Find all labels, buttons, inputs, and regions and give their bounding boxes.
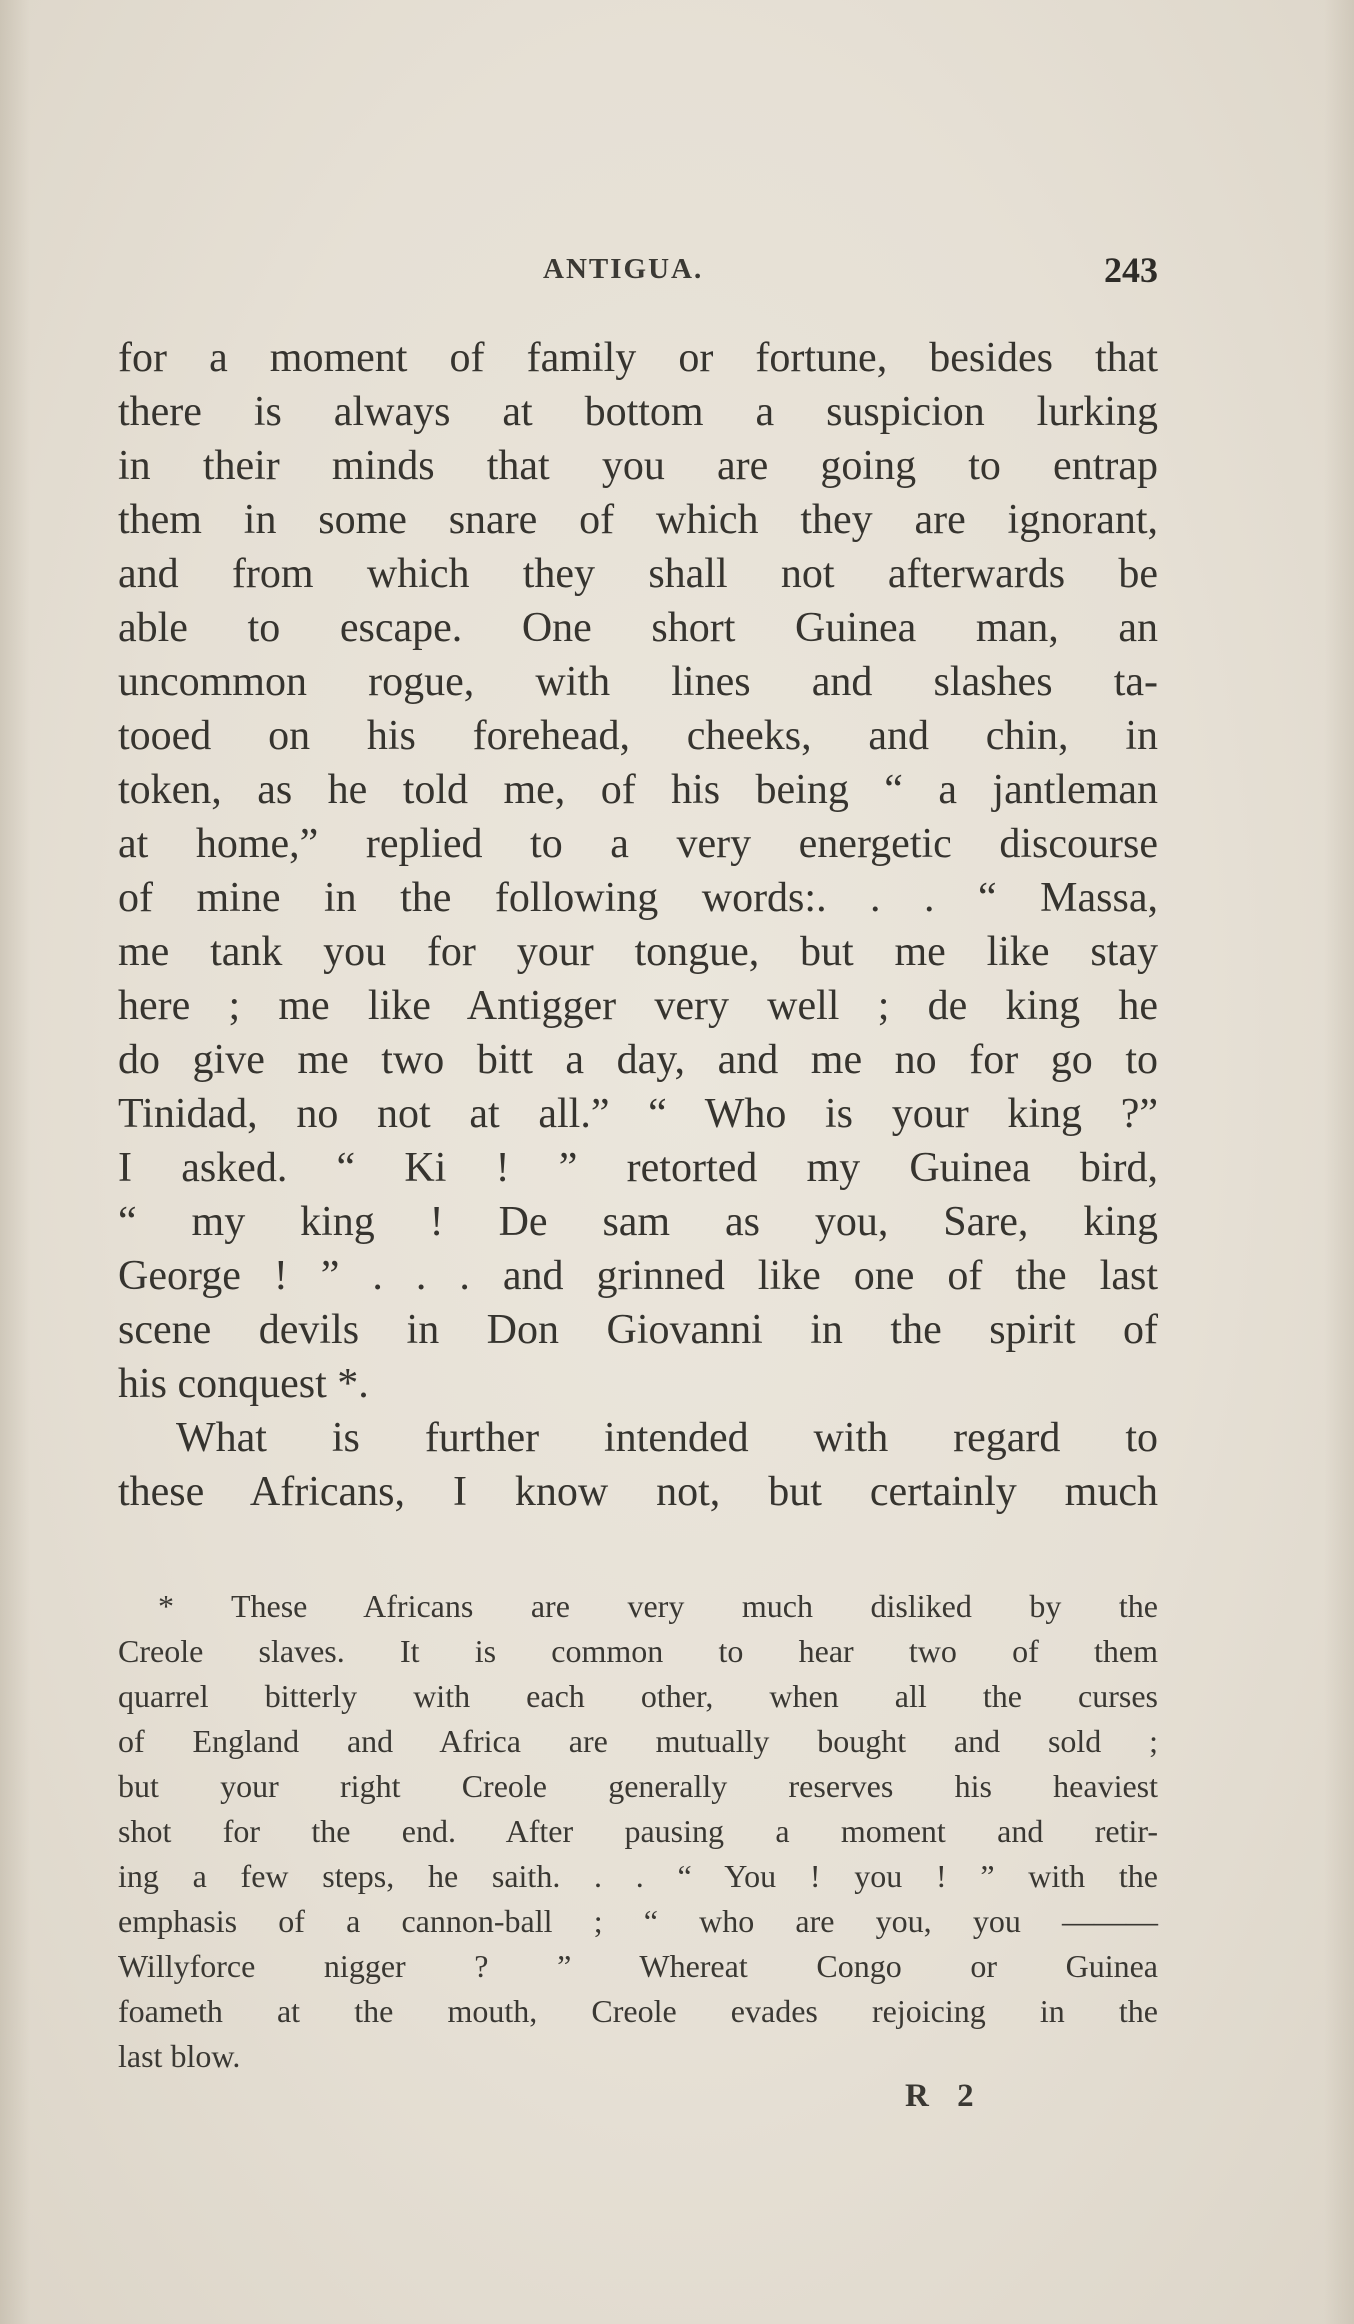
body-line: able to escape. One short Guinea man, an [118,605,1158,651]
body-line: them in some snare of which they are ignorant, [118,497,1158,543]
body-line: in their minds that you are going to entrap [118,443,1158,489]
body-line: there is always at bottom a suspicion lurking [118,389,1158,435]
body-line: token, as he told me, of his being “ a jantleman [118,767,1158,813]
body-line: me tank you for your tongue, but me like stay [118,929,1158,975]
footnote-line: of England and Africa are mutually bought and sold ; [118,1723,1158,1759]
body-line: I asked. “ Ki ! ” retorted my Guinea bird, [118,1145,1158,1191]
signature-mark: R 2 [905,2078,984,2114]
running-title: ANTIGUA. [543,253,704,285]
body-line: scene devils in Don Giovanni in the spirit of [118,1307,1158,1353]
footnote [118,1584,1158,2079]
footnote-line: but your right Creole generally reserves his heaviest [118,1768,1158,1804]
footnote-line: emphasis of a cannon-ball ; “ who are you, you ——— [118,1903,1158,1939]
running-head [118,250,1158,293]
body-line: George ! ” . . . and grinned like one of the last [118,1253,1158,1299]
body-line: these Africans, I know not, but certainly much [118,1469,1158,1515]
footnote-line: Creole slaves. It is common to hear two of them [118,1633,1158,1669]
page-shadow-left [0,0,30,2324]
body-line: at home,” replied to a very energetic discourse [118,821,1158,867]
footnote-line: shot for the end. After pausing a moment and retir- [118,1813,1158,1849]
footnote-line: * These Africans are very much disliked by the [158,1588,1158,1624]
page-number: 243 [1104,250,1158,290]
body-line: What is further intended with regard to [176,1415,1158,1461]
footnote-line: last blow. [118,2038,241,2074]
footnote-line: ing a few steps, he saith. . . “ You ! you ! ” with the [118,1858,1158,1894]
body-line: and from which they shall not afterwards be [118,551,1158,597]
body-line: do give me two bitt a day, and me no for go to [118,1037,1158,1083]
body-line: for a moment of family or fortune, besides that [118,335,1158,381]
footnote-line: quarrel bitterly with each other, when all the curses [118,1678,1158,1714]
body-line: tooed on his forehead, cheeks, and chin, in [118,713,1158,759]
page-shadow-right [1324,0,1354,2324]
body-line: his conquest *. [118,1361,369,1407]
body-line: here ; me like Antigger very well ; de king he [118,983,1158,1029]
body-line: of mine in the following words:. . . “ Massa, [118,875,1158,921]
body-line: “ my king ! De sam as you, Sare, king [118,1199,1158,1245]
footnote-line: Willyforce nigger ? ” Whereat Congo or Guinea [118,1948,1158,1984]
footnote-line: foameth at the mouth, Creole evades rejoicing in the [118,1993,1158,2029]
body-line: uncommon rogue, with lines and slashes ta- [118,659,1158,705]
body-text [118,331,1158,1519]
body-line: Tinidad, no not at all.” “ Who is your king ?” [118,1091,1158,1137]
